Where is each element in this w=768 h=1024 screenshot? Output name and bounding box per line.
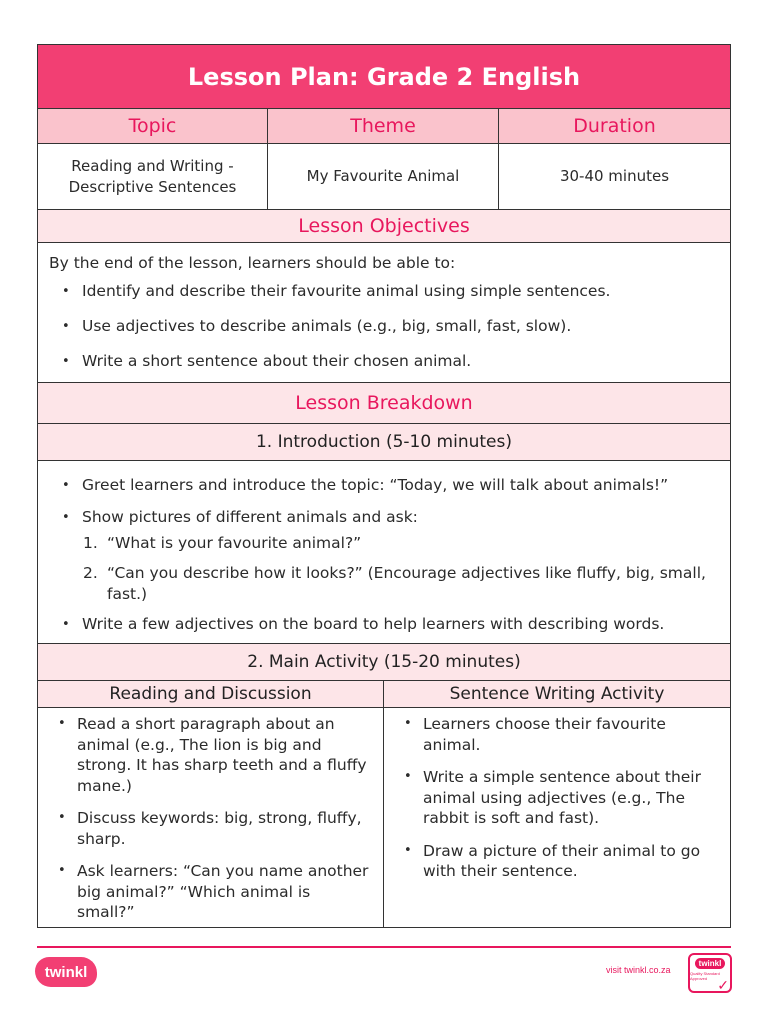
topic-header: Topic xyxy=(38,109,268,143)
objectives-block xyxy=(38,243,730,383)
introduction-block xyxy=(38,461,730,644)
footer-divider xyxy=(37,946,731,948)
reading-discussion-heading: Reading and Discussion xyxy=(38,681,384,707)
values-row xyxy=(38,144,730,210)
item-text: “What is your favourite animal?” xyxy=(107,534,362,552)
list-item: • Greet learners and introduce the topic: “Today, we will talk about animals!” xyxy=(49,475,719,496)
list-item: • Discuss keywords: big, strong, fluffy, sharp. xyxy=(44,808,371,849)
page-title: Lesson Plan: Grade 2 English xyxy=(38,45,730,109)
duration-value: 30-40 minutes xyxy=(559,167,670,185)
objectives-intro: By the end of the lesson, learners should be able to: xyxy=(49,254,456,272)
badge-subtitle: Quality Standard Approved xyxy=(690,971,720,981)
list-item: • Write a few adjectives on the board to help learners with describing words. xyxy=(49,614,719,635)
theme-value: My Favourite Animal xyxy=(268,144,499,209)
list-item: • Draw a picture of their animal to go with their sentence. xyxy=(390,841,718,882)
visit-link[interactable]: visit twinkl.co.za xyxy=(606,965,671,975)
reading-discussion-column xyxy=(38,708,384,927)
theme-header: Theme xyxy=(268,109,499,143)
header-row xyxy=(38,109,730,144)
introduction-heading: 1. Introduction (5-10 minutes) xyxy=(38,424,730,461)
numbered-item xyxy=(49,533,719,554)
list-item xyxy=(49,507,719,528)
numbered-item xyxy=(49,563,719,605)
main-activity-heading: 2. Main Activity (15-20 minutes) xyxy=(38,644,730,681)
topic-line-2: Descriptive Sentences xyxy=(68,177,237,196)
list-item-text: Show pictures of different animals and ask: xyxy=(82,508,418,526)
list-item: • Ask learners: “Can you name another big animal?” “Which animal is small?” xyxy=(44,861,371,923)
sentence-writing-list xyxy=(390,714,718,882)
topic-value xyxy=(38,144,268,209)
sentence-writing-column xyxy=(384,708,730,927)
reading-discussion-list xyxy=(44,714,371,923)
twinkl-logo[interactable]: twinkl xyxy=(35,957,97,987)
check-icon: ✓ xyxy=(717,977,729,993)
list-item: • Learners choose their favourite animal. xyxy=(390,714,718,755)
duration-header: Duration xyxy=(573,115,656,137)
introduction-list xyxy=(49,475,719,528)
badge-title: twinkl xyxy=(695,958,726,969)
list-item: • Use adjectives to describe animals (e.g., big, small, fast, slow). xyxy=(49,316,719,337)
lesson-plan-table xyxy=(37,44,731,928)
introduction-list-end xyxy=(49,614,719,635)
objectives-heading: Lesson Objectives xyxy=(38,210,730,243)
list-item: • Write a simple sentence about their animal using adjectives (e.g., The rabbit is soft and fast). xyxy=(390,767,718,829)
item-number: 1. xyxy=(83,534,98,552)
list-item: • Read a short paragraph about an animal (e.g., The lion is big and strong. It has sharp teeth and a fluffy mane.) xyxy=(44,714,371,796)
list-item: • Identify and describe their favourite animal using simple sentences. xyxy=(49,281,719,302)
list-item: • Write a short sentence about their chosen animal. xyxy=(49,351,719,372)
quality-badge xyxy=(688,953,732,993)
objectives-list xyxy=(49,281,719,372)
breakdown-heading: Lesson Breakdown xyxy=(38,383,730,424)
main-activity-column-headers xyxy=(38,681,730,708)
topic-line-1: Reading and Writing - xyxy=(71,156,234,175)
item-text: “Can you describe how it looks?” (Encourage adjectives like fluffy, big, small, fast.) xyxy=(107,564,706,603)
sentence-writing-heading: Sentence Writing Activity xyxy=(449,684,665,704)
item-number: 2. xyxy=(83,564,98,582)
main-activity-columns xyxy=(38,708,730,927)
introduction-numbered-list xyxy=(49,533,719,605)
